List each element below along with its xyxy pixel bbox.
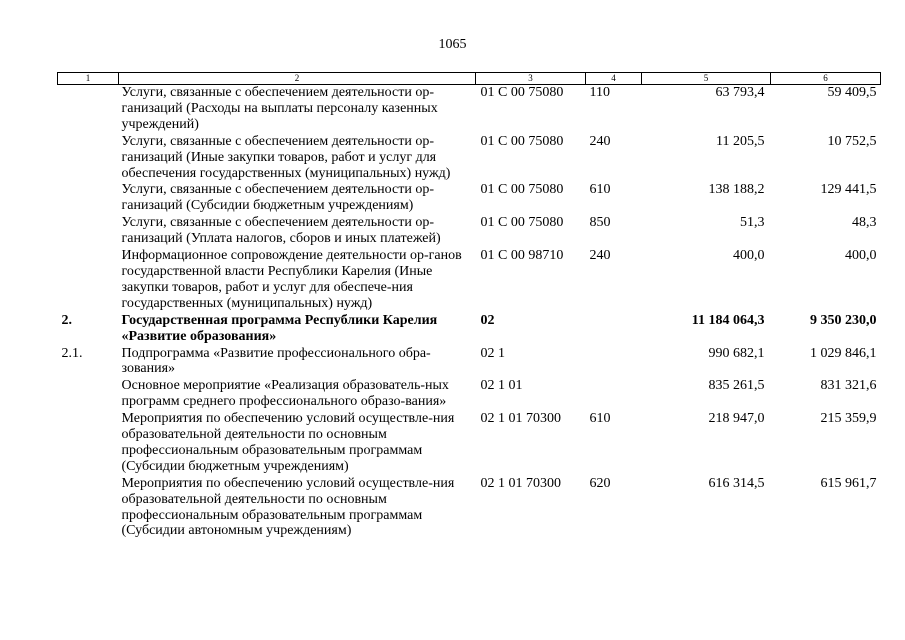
amount-year-2: 10 752,5	[827, 133, 877, 149]
expense-type: 620	[589, 475, 611, 491]
amount-year-1: 63 793,4	[715, 85, 765, 100]
row-number	[58, 85, 119, 134]
expense-type: 240	[589, 133, 611, 149]
budget-code: 02 1 01 70300	[480, 475, 561, 491]
amount-year-1: 616 314,5	[708, 475, 765, 491]
budget-code: 01 С 00 75080	[480, 215, 564, 231]
page-number: 1065	[438, 37, 467, 52]
expense-type: 110	[589, 85, 610, 100]
column-number-row	[58, 73, 881, 85]
table-row	[58, 411, 881, 476]
amount-year-1: 11 184 064,3	[691, 312, 765, 328]
amount-year-2: 615 961,7	[820, 475, 877, 491]
expense-type: 610	[589, 182, 611, 198]
table-body	[58, 85, 881, 541]
budget-code: 02 1 01 70300	[480, 411, 561, 427]
column-5-header: 5	[642, 73, 771, 85]
expense-type	[586, 313, 642, 346]
amount-year-2: 215 359,9	[820, 411, 877, 427]
expense-type	[586, 346, 642, 379]
table-row	[58, 248, 881, 313]
table-header	[58, 73, 881, 85]
table-row	[58, 346, 881, 379]
column-4-header: 4	[586, 73, 642, 85]
row-number	[58, 378, 119, 411]
row-number: 2.1.	[61, 345, 83, 361]
table-row	[58, 215, 881, 248]
row-name: Государственная программа Республики Карелия «Развитие образования»	[121, 312, 438, 344]
budget-code: 01 С 00 98710	[480, 248, 564, 264]
row-number	[58, 134, 119, 183]
row-name: Услуги, связанные с обеспечением деятельности ор-ганизаций (Иные закупки товаров, работ и услуг для обеспечения государственных (муниципальных) нужд)	[121, 133, 451, 181]
expense-type: 850	[589, 215, 611, 231]
amount-year-2: 1 029 846,1	[810, 345, 877, 361]
column-1-header: 1	[58, 73, 119, 85]
row-number	[58, 248, 119, 313]
row-number	[58, 215, 119, 248]
row-name: Мероприятия по обеспечению условий осуществле-ния образовательной деятельности по основным профессиональным образовательным программам (Субсидии бюджетным учреждениям)	[121, 411, 455, 474]
amount-year-1: 11 205,5	[716, 133, 765, 149]
amount-year-1: 51,3	[740, 215, 765, 231]
amount-year-2: 59 409,5	[827, 85, 877, 100]
budget-code: 01 С 00 75080	[480, 133, 564, 149]
budget-code: 02 1 01	[480, 378, 523, 394]
expense-type	[586, 378, 642, 411]
amount-year-2: 400,0	[845, 248, 877, 264]
row-number	[58, 411, 119, 476]
amount-year-2: 129 441,5	[820, 182, 877, 198]
table-row	[58, 134, 881, 183]
amount-year-1: 990 682,1	[708, 345, 765, 361]
table-row	[58, 182, 881, 215]
budget-code: 02 1	[480, 345, 505, 361]
table-row	[58, 313, 881, 346]
row-name: Подпрограмма «Развитие профессионального обра-зования»	[121, 345, 431, 377]
table-row	[58, 85, 881, 134]
amount-year-2: 9 350 230,0	[810, 312, 877, 328]
amount-year-1: 835 261,5	[708, 378, 765, 394]
budget-code: 01 С 00 75080	[480, 85, 564, 100]
row-name: Основное мероприятие «Реализация образователь-ных программ среднего профессионального образо-вания»	[121, 378, 449, 410]
row-number	[58, 476, 119, 541]
expense-type: 240	[589, 248, 611, 264]
amount-year-2: 831 321,6	[820, 378, 877, 394]
amount-year-1: 138 188,2	[708, 182, 765, 198]
row-number	[58, 182, 119, 215]
table-row	[58, 378, 881, 411]
column-6-header: 6	[771, 73, 881, 85]
row-name: Услуги, связанные с обеспечением деятельности ор-ганизаций (Субсидии бюджетным учреждениям)	[121, 182, 434, 214]
amount-year-1: 400,0	[733, 248, 765, 264]
expense-type: 610	[589, 411, 611, 427]
budget-code: 02	[480, 312, 495, 328]
column-2-header: 2	[119, 73, 476, 85]
table-row	[58, 476, 881, 541]
budget-table	[57, 72, 881, 540]
amount-year-2: 48,3	[852, 215, 877, 231]
row-name: Информационное сопровождение деятельности ор-ганов государственной власти Республики Карелия (Иные закупки товаров, работ и услуг для обеспече-ния государственных (муниципальных) нужд)	[121, 248, 462, 311]
row-name: Мероприятия по обеспечению условий осуществле-ния образовательной деятельности по основным профессиональным образовательным программам (Субсидии автономным учреждениям)	[121, 475, 455, 539]
budget-code: 01 С 00 75080	[480, 182, 564, 198]
amount-year-1: 218 947,0	[708, 411, 765, 427]
row-name: Услуги, связанные с обеспечением деятельности ор-ганизаций (Уплата налогов, сборов и иных платежей)	[121, 215, 441, 247]
row-number: 2.	[61, 312, 72, 328]
row-name: Услуги, связанные с обеспечением деятельности ор-ганизаций (Расходы на выплаты персоналу казенных учреждений)	[121, 85, 438, 132]
column-3-header: 3	[476, 73, 586, 85]
